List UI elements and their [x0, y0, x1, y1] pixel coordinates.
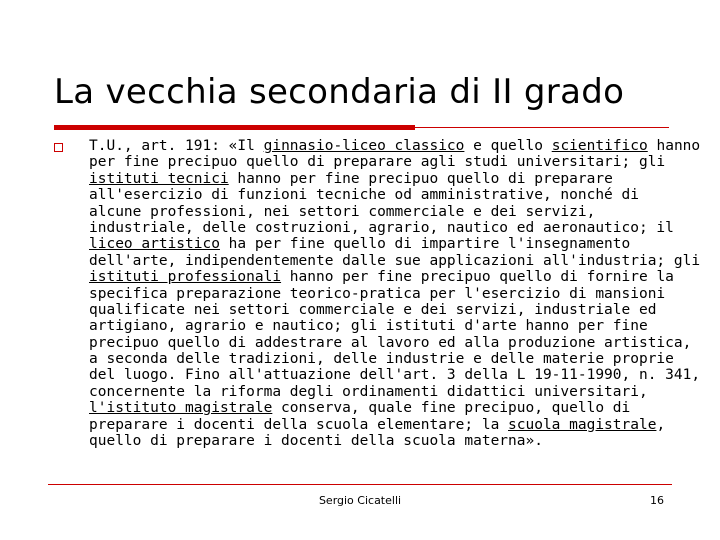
body-line [89, 433, 681, 449]
body-line [89, 236, 681, 252]
body-text-segment: e quello [464, 138, 552, 154]
body-text-segment: all'esercizio di funzioni tecniche od amministrative, nonché di [89, 187, 639, 204]
body-text-segment: del luogo. Fino all'attuazione dell'art. 3 della L 19-11-1990, n. 341, [89, 367, 701, 384]
body-text-segment: hanno per fine precipuo quello di fornire la [281, 269, 674, 286]
body-line [89, 252, 701, 269]
body-text-segment: preparare i docenti della scuola elementare; la [89, 416, 509, 433]
slide-title: La vecchia secondaria di II grado [54, 72, 625, 112]
body-line [89, 187, 681, 203]
body-text-segment: T.U., art. 191: «Il [89, 138, 264, 154]
body-text-segment: qualificate nei settori commerciale e dei servizi, industriale ed [89, 301, 657, 318]
body-text-segment: a seconda delle tradizioni, delle industrie e delle materie proprie [89, 351, 674, 368]
body-line [89, 171, 681, 187]
body-text-segment: artigiano, agrario e nautico; gli istituti d'arte hanno per fine [89, 318, 648, 335]
body-text-segment: hanno per fine precipuo quello di preparare [228, 170, 613, 187]
body-text-segment: ha per fine quello di impartire l'insegnamento [219, 236, 631, 253]
title-underline-thick [54, 125, 415, 130]
body-text-segment: hanno [647, 138, 701, 154]
body-line [89, 351, 681, 367]
body-line [89, 138, 701, 154]
body-line [89, 269, 681, 285]
body-line [89, 400, 681, 416]
body-line [89, 220, 681, 236]
body-line [89, 367, 701, 384]
underlined-term: istituti professionali [89, 269, 282, 286]
footer-author: Sergio Cicatelli [318, 494, 402, 507]
body-line [89, 417, 681, 433]
body-text-segment: industriale, delle costruzioni, agrario, nautico ed aeronautico; il [89, 219, 674, 236]
underlined-term: scientifico [551, 138, 648, 154]
body-text-segment: conserva, quale fine precipuo, quello di [272, 400, 631, 417]
underlined-term: scuola magistrale [508, 416, 657, 433]
body-line [89, 334, 692, 351]
square-bullet-icon [54, 143, 63, 152]
body-line [89, 384, 681, 400]
body-text-segment: quello di preparare i docenti della scuola materna». [89, 433, 543, 450]
body-paragraph [89, 138, 701, 450]
body-text-segment: per fine precipuo quello di preparare agli studi universitari; gli [89, 154, 666, 171]
body-text-segment: precipuo quello di addestrare al lavoro ed alla produzione artistica, [89, 334, 692, 351]
page-number: 16 [650, 494, 664, 507]
underlined-term: liceo artistico [89, 236, 220, 253]
body-text-segment: , [656, 416, 666, 433]
title-underline-thin [415, 127, 669, 128]
footer-divider [48, 484, 672, 485]
body-text-segment: alcune professioni, nei settori commerciale e dei servizi, [89, 203, 596, 220]
underlined-term: ginnasio-liceo classico [263, 138, 465, 154]
body-text-segment: concernente la riforma degli ordinamenti didattici universitari, [89, 383, 648, 400]
body-line [89, 302, 681, 318]
body-line [89, 154, 681, 170]
body-line [89, 318, 681, 334]
underlined-term: istituti tecnici [89, 170, 229, 187]
body-line [89, 204, 681, 220]
body-line [89, 286, 681, 302]
body-text-segment: dell'arte, indipendentemente dalle sue applicazioni all'industria; gli [89, 252, 701, 269]
body-text-segment: specifica preparazione teorico-pratica per l'esercizio di mansioni [89, 285, 666, 302]
underlined-term: l'istituto magistrale [89, 400, 273, 417]
